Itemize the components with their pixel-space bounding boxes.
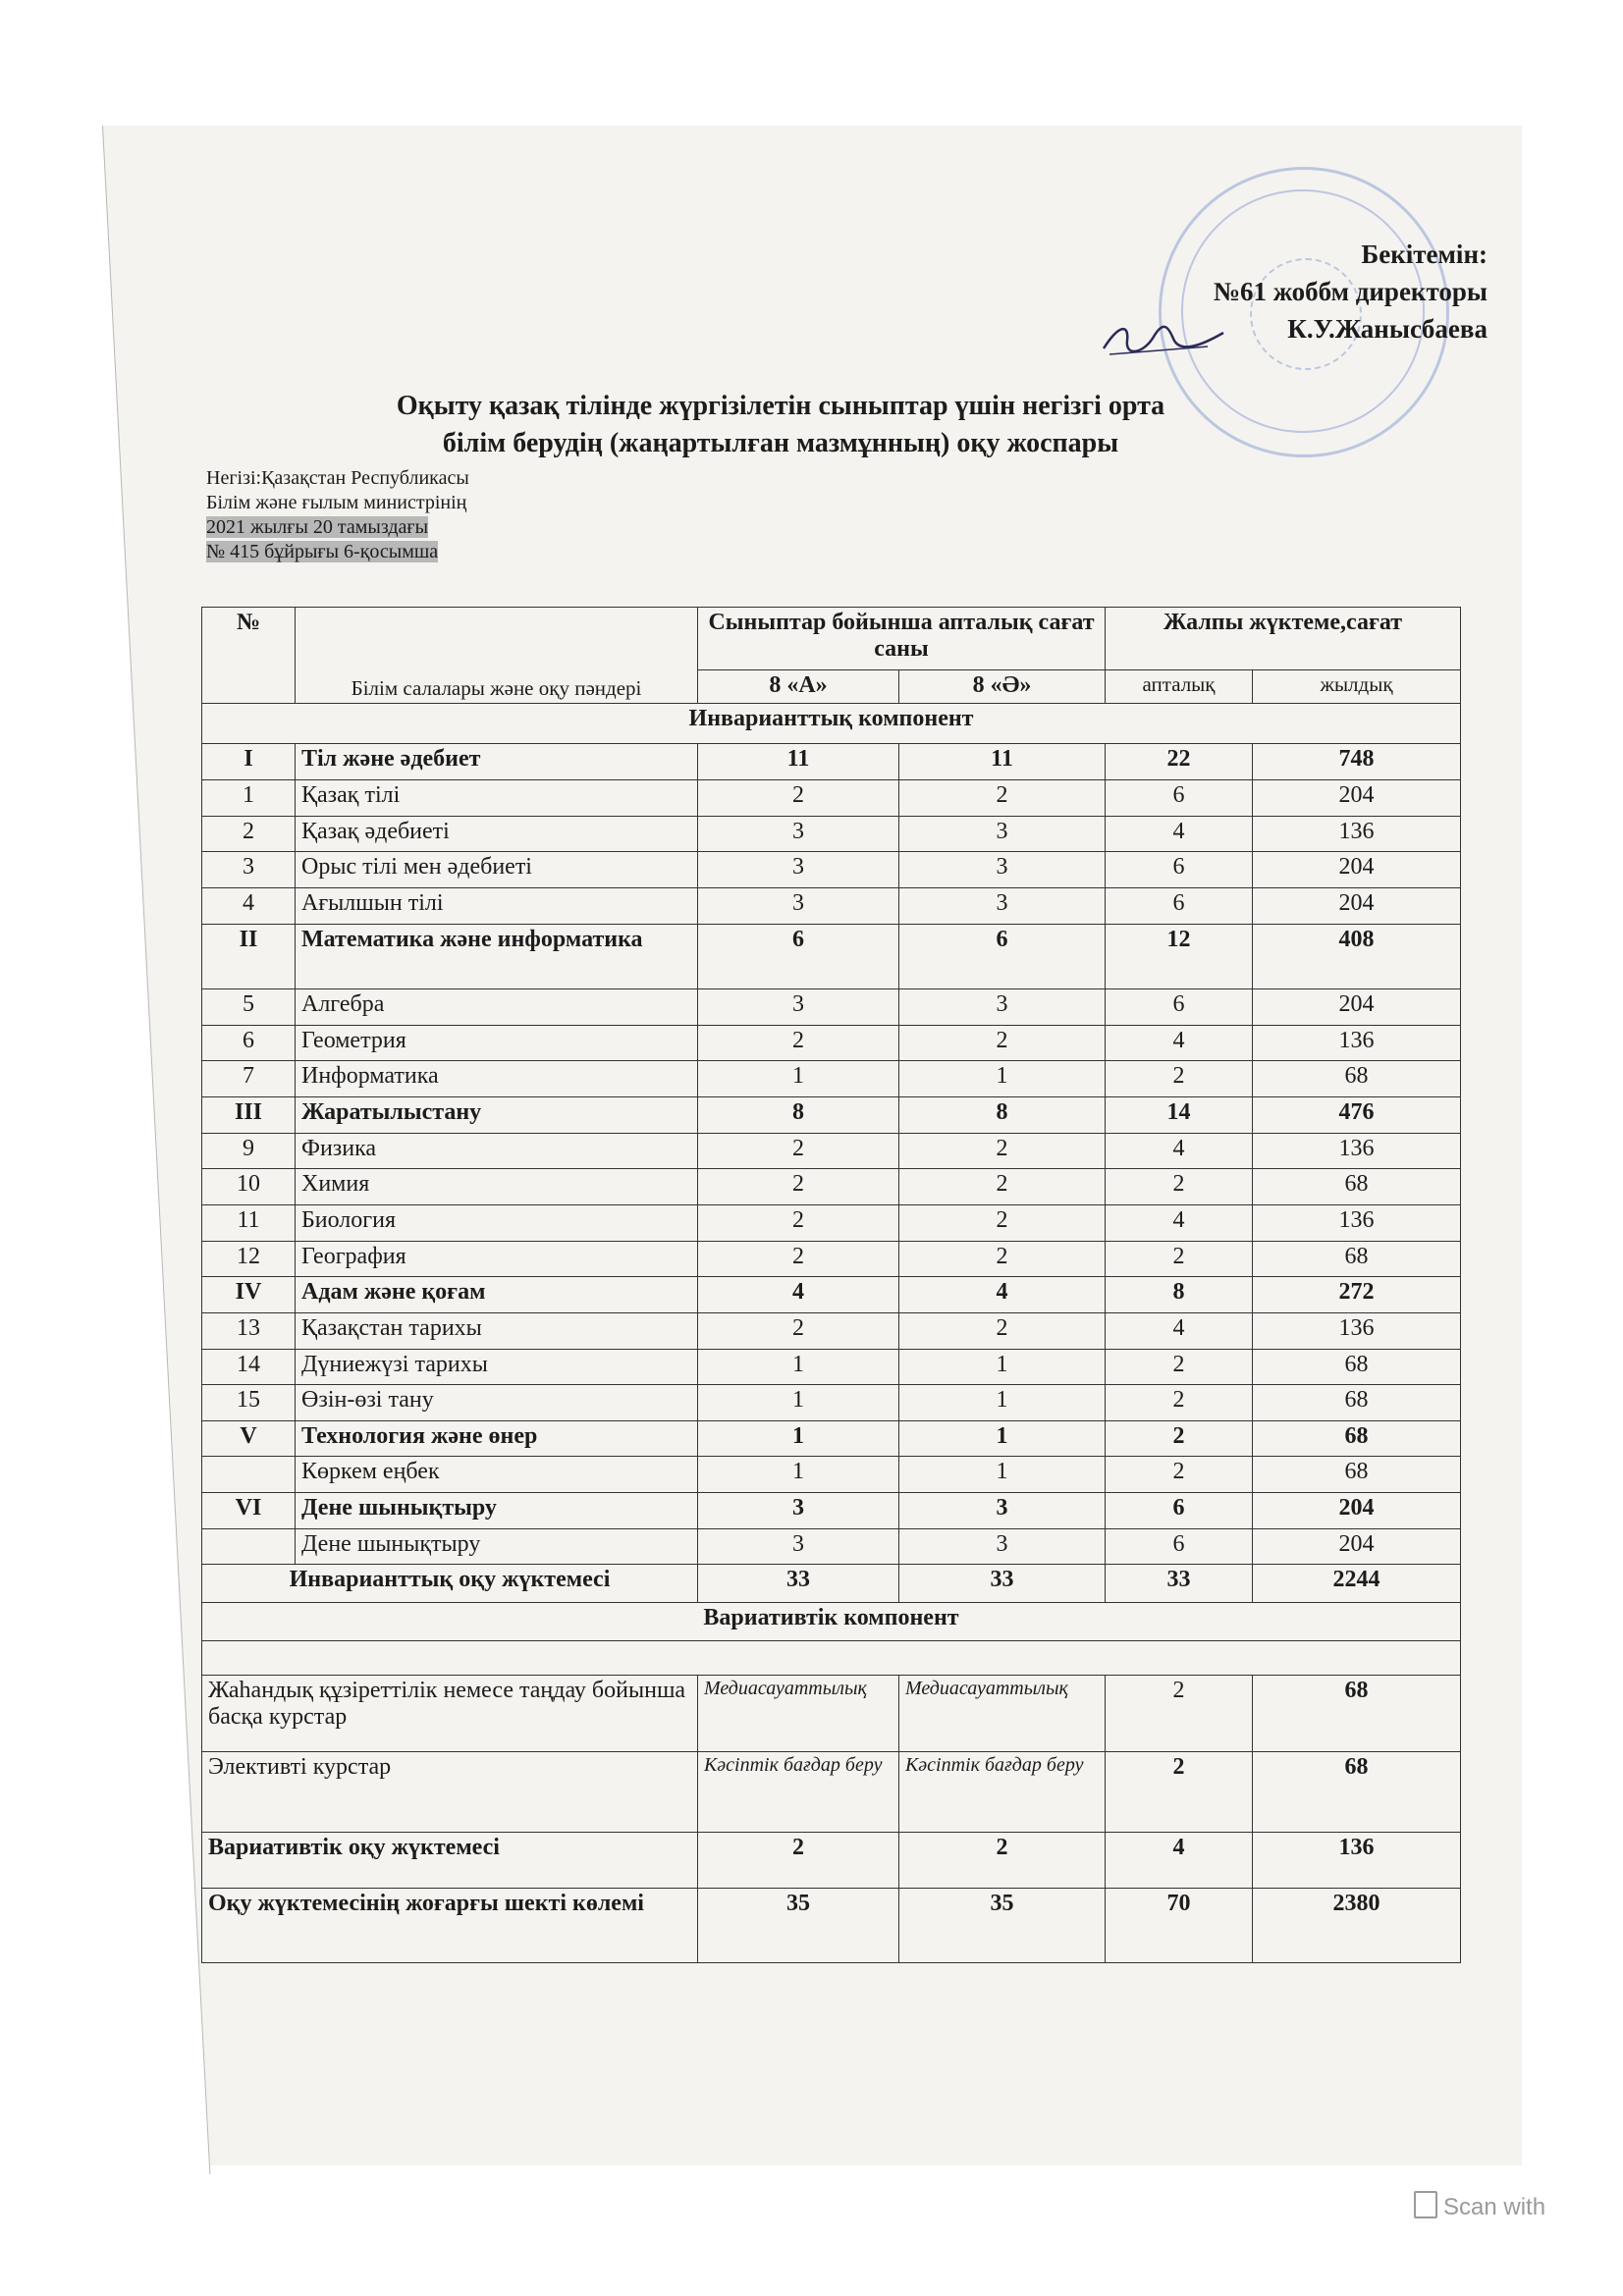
hours-weekly: 6 <box>1106 852 1253 888</box>
header-per-week: апталық <box>1106 670 1253 704</box>
hours-weekly: 6 <box>1106 988 1253 1025</box>
vtotal-yearly: 136 <box>1253 1833 1461 1889</box>
hours-class-a: 4 <box>698 1277 899 1313</box>
hours-class-ae: 3 <box>899 1528 1106 1565</box>
table-row <box>202 1457 1461 1493</box>
subject-name: Геометрия <box>296 1025 698 1061</box>
row-number: 3 <box>202 852 296 888</box>
hours-class-a: 2 <box>698 1133 899 1169</box>
hours-class-ae: 3 <box>899 1493 1106 1529</box>
hours-yearly: 136 <box>1253 1204 1461 1241</box>
row-number: 14 <box>202 1349 296 1385</box>
variative-section-title: Вариативтік компонент <box>202 1603 1461 1641</box>
hours-class-ae: 11 <box>899 744 1106 780</box>
table-row <box>202 1025 1461 1061</box>
row-number: 11 <box>202 1204 296 1241</box>
subject-name: Қазақ әдебиеті <box>296 816 698 852</box>
row-number: 10 <box>202 1169 296 1205</box>
max-class-ae: 35 <box>899 1889 1106 1963</box>
title-line-2: білім берудің (жаңартылған мазмұнның) оқу жоспары <box>442 428 1119 458</box>
row-number: 6 <box>202 1025 296 1061</box>
row-number: 13 <box>202 1312 296 1349</box>
hours-yearly: 136 <box>1253 816 1461 852</box>
table-row <box>202 1493 1461 1529</box>
vtotal-weekly: 4 <box>1106 1833 1253 1889</box>
curriculum-table <box>201 607 1461 1963</box>
hours-yearly: 204 <box>1253 887 1461 924</box>
hours-yearly: 136 <box>1253 1133 1461 1169</box>
signature-icon <box>1100 319 1227 358</box>
variative-row <box>202 1675 1461 1751</box>
hours-class-a: 2 <box>698 1169 899 1205</box>
row-number <box>202 1528 296 1565</box>
max-class-a: 35 <box>698 1889 899 1963</box>
subject-name: Қазақ тілі <box>296 779 698 816</box>
subject-name: Көркем еңбек <box>296 1457 698 1493</box>
row-number: 9 <box>202 1133 296 1169</box>
hours-class-ae: 2 <box>899 1204 1106 1241</box>
hours-class-a: 8 <box>698 1096 899 1133</box>
scan-watermark <box>1414 2191 1545 2221</box>
hours-weekly: 4 <box>1106 1312 1253 1349</box>
approval-line-1: Бекітемін: <box>1361 240 1488 269</box>
total-class-ae: 33 <box>899 1565 1106 1603</box>
hours-weekly: 4 <box>1106 1025 1253 1061</box>
table-row <box>202 779 1461 816</box>
hours-weekly: 2 <box>1106 1420 1253 1457</box>
invariant-section-title: Инварианттық компонент <box>202 704 1461 744</box>
hours-yearly: 204 <box>1253 1528 1461 1565</box>
course-yearly: 68 <box>1253 1675 1461 1751</box>
hours-weekly: 4 <box>1106 816 1253 852</box>
hours-yearly: 68 <box>1253 1349 1461 1385</box>
table-body <box>202 704 1461 1963</box>
table-row <box>202 852 1461 888</box>
total-weekly: 33 <box>1106 1565 1253 1603</box>
table-row <box>202 1169 1461 1205</box>
variative-section-row <box>202 1603 1461 1641</box>
max-yearly: 2380 <box>1253 1889 1461 1963</box>
subject-name: География <box>296 1241 698 1277</box>
max-weekly: 70 <box>1106 1889 1253 1963</box>
hours-weekly: 6 <box>1106 1528 1253 1565</box>
approval-line-2: №61 жоббм директоры <box>1213 277 1488 306</box>
hours-yearly: 68 <box>1253 1169 1461 1205</box>
watermark-text: Scan with <box>1443 2194 1546 2220</box>
header-weekly: Сыныптар бойынша апталық сағат саны <box>698 608 1106 670</box>
table-row <box>202 1096 1461 1133</box>
hours-class-a: 2 <box>698 1025 899 1061</box>
header-class-a: 8 «А» <box>698 670 899 704</box>
hours-class-a: 1 <box>698 1385 899 1421</box>
row-number: 2 <box>202 816 296 852</box>
hours-yearly: 204 <box>1253 779 1461 816</box>
subject-name: Информатика <box>296 1061 698 1097</box>
table-row <box>202 1528 1461 1565</box>
hours-class-ae: 1 <box>899 1061 1106 1097</box>
hours-class-a: 2 <box>698 1204 899 1241</box>
hours-class-ae: 4 <box>899 1277 1106 1313</box>
hours-class-ae: 3 <box>899 988 1106 1025</box>
hours-class-ae: 2 <box>899 1241 1106 1277</box>
course-class-a: Кәсіптік бағдар беру <box>698 1751 899 1832</box>
course-class-ae: Кәсіптік бағдар беру <box>899 1751 1106 1832</box>
hours-yearly: 136 <box>1253 1025 1461 1061</box>
variative-row <box>202 1751 1461 1832</box>
hours-weekly: 12 <box>1106 924 1253 988</box>
hours-weekly: 2 <box>1106 1385 1253 1421</box>
subject-name: Ағылшын тілі <box>296 887 698 924</box>
subject-name: Өзін-өзі тану <box>296 1385 698 1421</box>
row-number: I <box>202 744 296 780</box>
header-per-year: жылдық <box>1253 670 1461 704</box>
spacer-row <box>202 1641 1461 1675</box>
approval-block <box>1214 236 1488 347</box>
header-num: № <box>202 608 296 704</box>
max-total-label: Оқу жүктемесінің жоғарғы шекті көлемі <box>202 1889 698 1963</box>
variative-total-label: Вариативтік оқу жүктемесі <box>202 1833 698 1889</box>
table-row <box>202 1133 1461 1169</box>
hours-weekly: 22 <box>1106 744 1253 780</box>
hours-class-ae: 2 <box>899 1133 1106 1169</box>
course-weekly: 2 <box>1106 1751 1253 1832</box>
total-yearly: 2244 <box>1253 1565 1461 1603</box>
course-class-a: Медиасауаттылық <box>698 1675 899 1751</box>
hours-yearly: 272 <box>1253 1277 1461 1313</box>
invariant-total-row <box>202 1565 1461 1603</box>
hours-class-ae: 2 <box>899 1312 1106 1349</box>
hours-class-ae: 3 <box>899 816 1106 852</box>
hours-weekly: 2 <box>1106 1241 1253 1277</box>
hours-yearly: 68 <box>1253 1420 1461 1457</box>
row-number: III <box>202 1096 296 1133</box>
invariant-total-label: Инварианттық оқу жүктемесі <box>202 1565 698 1603</box>
hours-yearly: 68 <box>1253 1457 1461 1493</box>
hours-yearly: 408 <box>1253 924 1461 988</box>
subject-name: Тіл және әдебиет <box>296 744 698 780</box>
hours-class-a: 3 <box>698 1528 899 1565</box>
hours-class-ae: 8 <box>899 1096 1106 1133</box>
subject-name: Қазақстан тарихы <box>296 1312 698 1349</box>
hours-class-a: 11 <box>698 744 899 780</box>
hours-weekly: 14 <box>1106 1096 1253 1133</box>
row-number: IV <box>202 1277 296 1313</box>
hours-yearly: 68 <box>1253 1385 1461 1421</box>
table-row <box>202 988 1461 1025</box>
hours-weekly: 2 <box>1106 1061 1253 1097</box>
course-weekly: 2 <box>1106 1675 1253 1751</box>
hours-yearly: 68 <box>1253 1061 1461 1097</box>
header-subjects: Білім салалары және оқу пәндері <box>296 608 698 704</box>
basis-note <box>206 466 469 564</box>
subject-name: Дүниежүзі тарихы <box>296 1349 698 1385</box>
subject-name: Адам және қоғам <box>296 1277 698 1313</box>
hours-class-a: 1 <box>698 1457 899 1493</box>
hours-class-a: 3 <box>698 816 899 852</box>
hours-weekly: 6 <box>1106 1493 1253 1529</box>
row-number: 15 <box>202 1385 296 1421</box>
row-number: 5 <box>202 988 296 1025</box>
hours-class-ae: 3 <box>899 852 1106 888</box>
hours-class-ae: 2 <box>899 1025 1106 1061</box>
table-row <box>202 1061 1461 1097</box>
hours-yearly: 136 <box>1253 1312 1461 1349</box>
hours-class-a: 6 <box>698 924 899 988</box>
hours-weekly: 6 <box>1106 887 1253 924</box>
approval-line-3: К.У.Жаныcбаева <box>1287 314 1488 344</box>
hours-class-ae: 1 <box>899 1420 1106 1457</box>
hours-class-a: 3 <box>698 852 899 888</box>
hours-class-a: 2 <box>698 779 899 816</box>
variative-total-row <box>202 1833 1461 1889</box>
hours-weekly: 6 <box>1106 779 1253 816</box>
row-number: 7 <box>202 1061 296 1097</box>
hours-class-a: 3 <box>698 887 899 924</box>
table-row <box>202 1312 1461 1349</box>
hours-yearly: 204 <box>1253 988 1461 1025</box>
course-name: Жаһандық құзіреттілік немесе таңдау бойынша басқа курстар <box>202 1675 698 1751</box>
hours-weekly: 2 <box>1106 1169 1253 1205</box>
hours-class-a: 1 <box>698 1420 899 1457</box>
subject-name: Дене шынықтыру <box>296 1528 698 1565</box>
hours-class-ae: 6 <box>899 924 1106 988</box>
table-row <box>202 1349 1461 1385</box>
hours-class-ae: 2 <box>899 1169 1106 1205</box>
subject-name: Физика <box>296 1133 698 1169</box>
spacer-cell <box>202 1641 1461 1675</box>
vtotal-class-ae: 2 <box>899 1833 1106 1889</box>
table-row <box>202 887 1461 924</box>
subject-name: Жаратылыстану <box>296 1096 698 1133</box>
basis-line-2: Білім және ғылым министрінің <box>206 492 467 513</box>
subject-name: Дене шынықтыру <box>296 1493 698 1529</box>
course-yearly: 68 <box>1253 1751 1461 1832</box>
header-total: Жалпы жүктеме,сағат <box>1106 608 1461 670</box>
hours-yearly: 476 <box>1253 1096 1461 1133</box>
hours-class-ae: 3 <box>899 887 1106 924</box>
total-class-a: 33 <box>698 1565 899 1603</box>
row-number: II <box>202 924 296 988</box>
hours-class-a: 3 <box>698 1493 899 1529</box>
scanner-icon <box>1414 2191 1437 2218</box>
hours-class-a: 1 <box>698 1061 899 1097</box>
vtotal-class-a: 2 <box>698 1833 899 1889</box>
max-total-row <box>202 1889 1461 1963</box>
table-row <box>202 816 1461 852</box>
course-class-ae: Медиасауаттылық <box>899 1675 1106 1751</box>
row-number: 4 <box>202 887 296 924</box>
basis-line-1: Негізі:Қазақстан Республикасы <box>206 467 469 489</box>
table-row <box>202 1204 1461 1241</box>
row-number: 1 <box>202 779 296 816</box>
hours-class-ae: 2 <box>899 779 1106 816</box>
hours-weekly: 4 <box>1106 1133 1253 1169</box>
hours-class-a: 2 <box>698 1312 899 1349</box>
hours-yearly: 204 <box>1253 852 1461 888</box>
hours-class-ae: 1 <box>899 1457 1106 1493</box>
subject-name: Технология және өнер <box>296 1420 698 1457</box>
row-number: VI <box>202 1493 296 1529</box>
hours-class-a: 1 <box>698 1349 899 1385</box>
table-row <box>202 1241 1461 1277</box>
basis-line-3: 2021 жылғы 20 тамыздағы <box>206 516 429 538</box>
hours-weekly: 8 <box>1106 1277 1253 1313</box>
document-title <box>216 388 1345 462</box>
table-row <box>202 1277 1461 1313</box>
subject-name: Математика және информатика <box>296 924 698 988</box>
hours-class-a: 2 <box>698 1241 899 1277</box>
hours-yearly: 748 <box>1253 744 1461 780</box>
hours-yearly: 204 <box>1253 1493 1461 1529</box>
table-row <box>202 1420 1461 1457</box>
header-class-ae: 8 «Ә» <box>899 670 1106 704</box>
subject-name: Алгебра <box>296 988 698 1025</box>
subject-name: Орыс тілі мен әдебиеті <box>296 852 698 888</box>
title-line-1: Оқыту қазақ тілінде жүргізілетін сыныптар үшін негізгі орта <box>396 391 1165 421</box>
subject-name: Биология <box>296 1204 698 1241</box>
hours-weekly: 2 <box>1106 1349 1253 1385</box>
row-number <box>202 1457 296 1493</box>
basis-line-4: № 415 бұйрығы 6-қосымша <box>206 541 439 562</box>
row-number: 12 <box>202 1241 296 1277</box>
hours-class-ae: 1 <box>899 1385 1106 1421</box>
hours-yearly: 68 <box>1253 1241 1461 1277</box>
subject-name: Химия <box>296 1169 698 1205</box>
hours-class-ae: 1 <box>899 1349 1106 1385</box>
row-number: V <box>202 1420 296 1457</box>
table-row <box>202 1385 1461 1421</box>
hours-weekly: 4 <box>1106 1204 1253 1241</box>
hours-class-a: 3 <box>698 988 899 1025</box>
table-row <box>202 744 1461 780</box>
hours-weekly: 2 <box>1106 1457 1253 1493</box>
course-name: Элективті курстар <box>202 1751 698 1832</box>
table-row <box>202 924 1461 988</box>
